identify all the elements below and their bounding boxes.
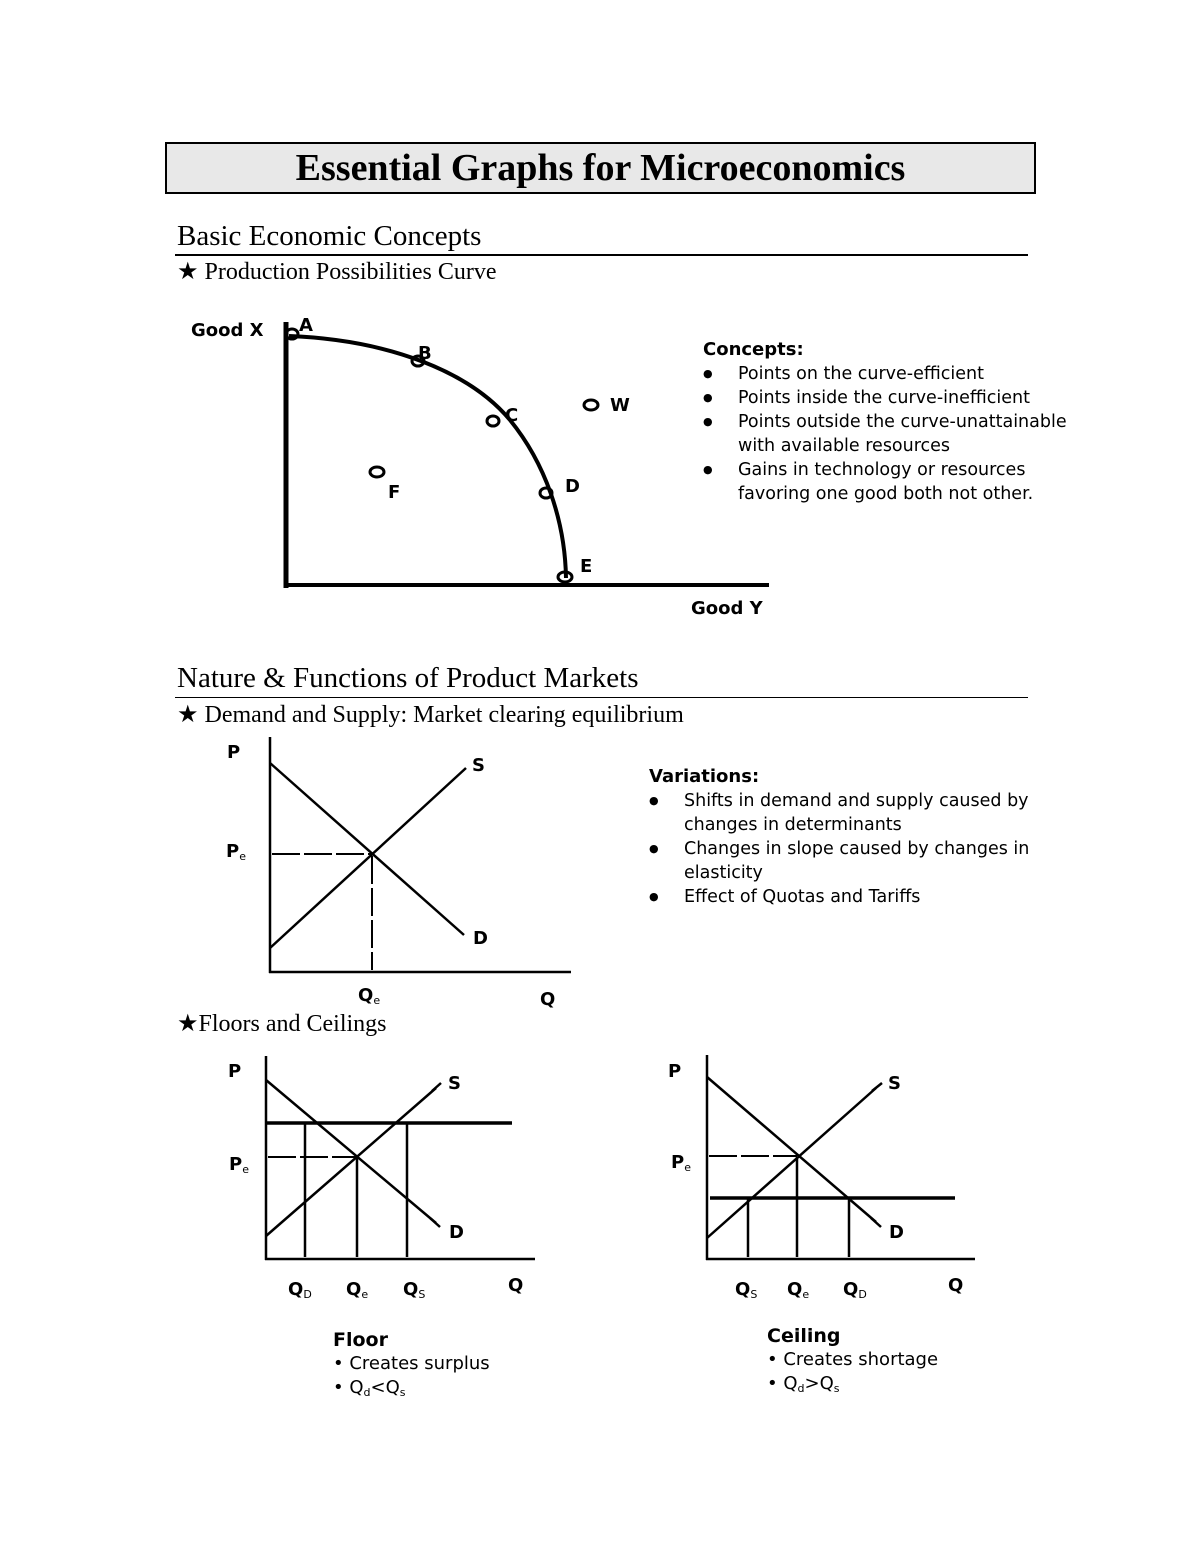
concepts-title: Concepts: <box>703 339 804 360</box>
floor-q-label: Q <box>508 1275 524 1296</box>
ceiling-caption-line1: • Creates shortage <box>767 1349 939 1370</box>
ppc-y-label: Good X <box>191 320 264 341</box>
ds-pe-label: $P_e$ <box>226 841 246 863</box>
star-icon: ★ <box>177 702 199 728</box>
star-icon: ★ <box>177 259 199 285</box>
ceiling-caption-title: Ceiling <box>767 1325 841 1347</box>
ppc-label-a: A <box>299 315 313 336</box>
floor-qd-label: $Q_D$ <box>288 1279 312 1301</box>
ds-q-label: Q <box>540 989 556 1010</box>
variations-title: Variations: <box>649 766 760 787</box>
ceiling-supply-tip <box>872 1083 882 1091</box>
ceiling-qe-label: $Q_e$ <box>787 1279 810 1301</box>
ceiling-demand-line <box>707 1077 876 1222</box>
ppc-x-label: Good Y <box>691 598 763 619</box>
ceiling-demand-tip <box>871 1218 881 1227</box>
page-title: Essential Graphs for Microeconomics <box>295 147 906 189</box>
ds-p-label: P <box>227 742 241 763</box>
floor-qe-label: $Q_e$ <box>346 1279 369 1301</box>
ceiling-supply-line <box>707 1088 876 1238</box>
subheading-ppc: ★ Production Possibilities Curve <box>177 259 497 285</box>
subheading-demand-supply: ★ Demand and Supply: Market clearing equilibrium <box>177 702 684 728</box>
ceiling-caption <box>767 1324 938 1398</box>
list-item: ● Points inside the curve-inefficient <box>703 386 1103 410</box>
ceiling-p-label: P <box>668 1061 682 1082</box>
ds-qe-label: $Q_e$ <box>358 985 381 1007</box>
list-item: ● Gains in technology or resources favoring one good both not other. <box>703 458 1103 506</box>
ppc-label-b: B <box>418 343 432 364</box>
star-icon: ★ <box>177 1011 199 1037</box>
ppc-label-e: E <box>580 556 593 577</box>
list-item: ● Changes in slope caused by changes in elasticity <box>649 837 1079 885</box>
ds-s-label: S <box>472 755 485 776</box>
ceiling-qd-label: $Q_D$ <box>843 1279 867 1301</box>
floor-p-label: P <box>228 1061 242 1082</box>
ds-d-label: D <box>473 928 488 949</box>
section-heading-product-markets: Nature & Functions of Product Markets <box>177 662 639 694</box>
ppc-label-c: C <box>505 405 519 426</box>
ceiling-qs-label: $Q_S$ <box>735 1279 758 1301</box>
ceiling-s-label: S <box>888 1073 901 1094</box>
section-heading-basic: Basic Economic Concepts <box>177 220 482 252</box>
list-item: ● Shifts in demand and supply caused by changes in determinants <box>649 789 1079 837</box>
ceiling-d-label: D <box>889 1222 904 1243</box>
floor-caption <box>333 1328 490 1402</box>
floor-s-label: S <box>448 1073 461 1094</box>
ceiling-pe-label: $P_e$ <box>671 1152 691 1174</box>
list-item: ● Effect of Quotas and Tariffs <box>649 885 1079 909</box>
floor-caption-line2: • $Q_d<Q_s$ <box>333 1377 406 1399</box>
floor-caption-line1: • Creates surplus <box>333 1353 490 1374</box>
ceiling-q-label: Q <box>948 1275 964 1296</box>
subheading-floors-ceilings: ★Floors and Ceilings <box>177 1011 387 1037</box>
ceiling-caption-line2: • $Q_d>Q_s$ <box>767 1373 840 1395</box>
floor-pe-label: $P_e$ <box>229 1154 249 1176</box>
ppc-label-w: W <box>610 395 630 416</box>
floor-caption-title: Floor <box>333 1329 388 1351</box>
floor-qs-label: $Q_S$ <box>403 1279 426 1301</box>
list-item: ● Points on the curve-efficient <box>703 362 1103 386</box>
list-item: ● Points outside the curve-unattainable with available resources <box>703 410 1103 458</box>
ppc-label-f: F <box>388 482 401 503</box>
floor-d-label: D <box>449 1222 464 1243</box>
ppc-label-d: D <box>565 476 580 497</box>
